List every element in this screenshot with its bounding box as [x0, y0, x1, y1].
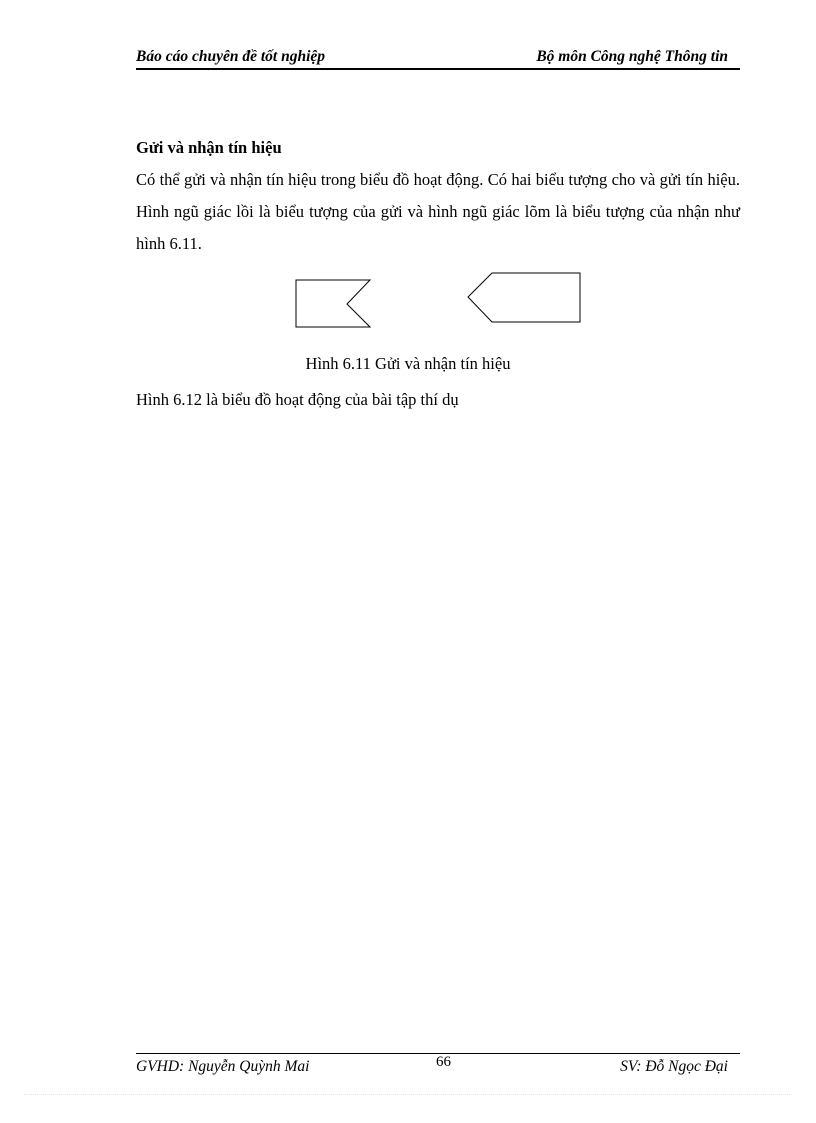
bottom-divider [24, 1094, 792, 1095]
figure-caption: Hình 6.11 Gửi và nhận tín hiệu [305, 354, 511, 373]
section-title: Gửi và nhận tín hiệu [136, 138, 282, 157]
section-paragraph: Có thể gửi và nhận tín hiệu trong biểu đồ hoạt động. Có hai biểu tượng cho và gửi tín hiệu. Hình ngũ giác lồi là biểu tượng của gửi và hình ngũ giác lõm là biểu tượng của nhận như hình 6.11. [136, 170, 740, 253]
main-content [136, 132, 740, 260]
page-header [136, 46, 740, 70]
page-number: 66 [436, 1054, 451, 1070]
header-department: Bộ môn Công nghệ Thông tin [536, 48, 728, 65]
send-signal-shape [296, 280, 370, 327]
header-report-title: Báo cáo chuyên đề tốt nghiệp [136, 48, 326, 65]
footer-supervisor: GVHD: Nguyễn Quỳnh Mai [136, 1058, 310, 1075]
page-footer [136, 1053, 740, 1078]
receive-signal-shape [468, 273, 580, 322]
footer-student: SV: Đỗ Ngọc Đại [620, 1058, 728, 1075]
body-text-after-figure: Hình 6.12 là biểu đồ hoạt động của bài tập thí dụ [136, 390, 459, 409]
figure-6-11 [290, 268, 590, 334]
signal-shapes-diagram [290, 268, 590, 334]
